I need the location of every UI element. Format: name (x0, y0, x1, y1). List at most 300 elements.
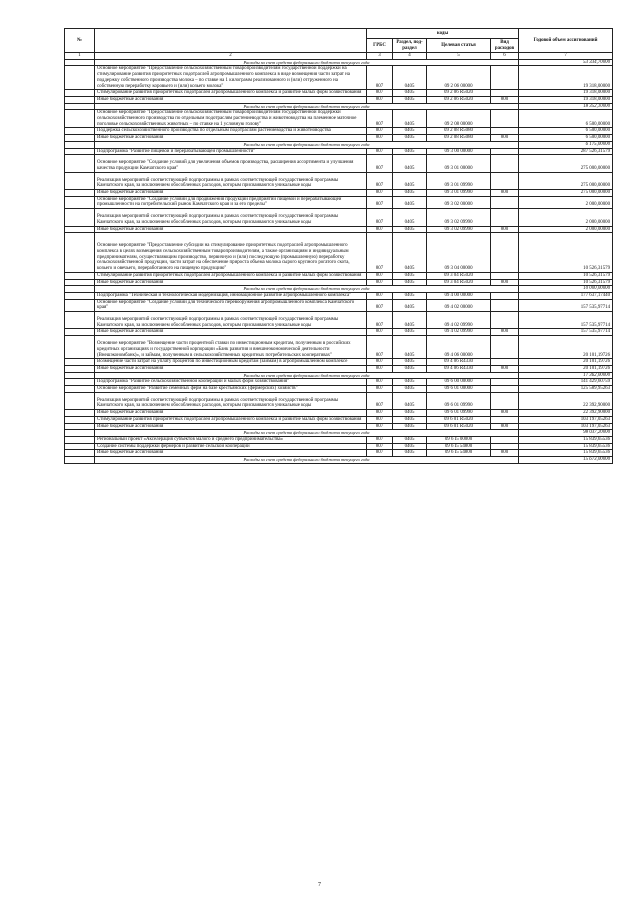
row-no-cell (65, 329, 95, 336)
target-article-code: 09 3 01 00000 (427, 155, 491, 172)
razdel-code: 0405 (393, 423, 427, 430)
target-article-code: 09 6 01 09990 (427, 410, 491, 417)
table-row (65, 279, 613, 286)
allocation-amount: 20 101,19726 (519, 359, 613, 366)
table-row (65, 66, 613, 90)
expense-type-code (491, 379, 519, 386)
grbs-code: 807 (367, 299, 393, 311)
allocation-amount: 2 000,00000 (519, 196, 613, 208)
item-name: Стимулирование развития приоритетных подотраслей агропромышленного комплекса и развитие малых форм хозяйствования (95, 416, 367, 423)
expense-type-code: 800 (491, 279, 519, 286)
razdel-code: 0405 (393, 392, 427, 409)
target-article-code: 09 4 06 R4330 (427, 365, 491, 372)
grbs-code: 807 (367, 386, 393, 393)
federal-budget-row (65, 286, 613, 293)
expense-type-code (491, 416, 519, 423)
grbs-code: 807 (367, 423, 393, 430)
table-header (65, 29, 613, 60)
razdel-code: 0405 (393, 272, 427, 279)
table-row (65, 128, 613, 135)
federal-budget-row (65, 430, 613, 437)
razdel-code: 0405 (393, 292, 427, 299)
allocation-amount: 2 000,00000 (519, 226, 613, 233)
expense-type-code (491, 233, 519, 273)
table-row (65, 423, 613, 430)
row-no-cell (65, 292, 95, 299)
grbs-code: 807 (367, 272, 393, 279)
target-article-code: 09 4 02 09990 (427, 312, 491, 329)
row-no-cell (65, 233, 95, 273)
razdel-code: 0405 (393, 135, 427, 142)
budget-table (64, 28, 613, 464)
page-number: 7 (318, 882, 321, 888)
item-name: Реализация мероприятий соответствующей подпрограммы в рамках соответствующей государственной программы Камчатского края, за исключением обособленных расходов, которым присваиваются уникальные коды (95, 312, 367, 329)
razdel-code: 0405 (393, 233, 427, 273)
row-no-cell (65, 172, 95, 189)
header-vr: Вид расходов (491, 39, 519, 53)
item-name: Иные бюджетные ассигнования (95, 450, 367, 457)
target-article-code: 09 4 02 00000 (427, 299, 491, 311)
razdel-code: 0405 (393, 90, 427, 97)
column-index-row (65, 53, 613, 60)
grbs-code: 807 (367, 190, 393, 197)
row-no-cell (65, 443, 95, 450)
expense-type-code: 800 (491, 226, 519, 233)
federal-budget-row (65, 103, 613, 110)
table-row (65, 226, 613, 233)
allocation-amount: 6 500,00000 (519, 128, 613, 135)
row-no-cell (65, 336, 95, 359)
grbs-code: 807 (367, 155, 393, 172)
table-row (65, 96, 613, 103)
grbs-code: 807 (367, 196, 393, 208)
table-row (65, 148, 613, 155)
allocation-amount: 6 500,00000 (519, 110, 613, 128)
header-sum: Годовой объем ассигнований (519, 29, 613, 53)
grbs-code: 807 (367, 128, 393, 135)
grbs-code: 807 (367, 392, 393, 409)
expense-type-code (491, 155, 519, 172)
expense-type-code (491, 312, 519, 329)
grbs-code: 807 (367, 96, 393, 103)
grbs-code: 807 (367, 410, 393, 417)
table-row (65, 359, 613, 366)
expense-type-code (491, 209, 519, 226)
grbs-code: 807 (367, 233, 393, 273)
table-row (65, 172, 613, 189)
target-article-code: 09 3 04 R5020 (427, 272, 491, 279)
allocation-amount: 15 839,65536 (519, 450, 613, 457)
row-no-cell (65, 226, 95, 233)
column-index: 1 (65, 53, 95, 60)
federal-budget-amount: 15 673,00000 (519, 457, 613, 464)
grbs-code: 807 (367, 148, 393, 155)
table-row (65, 410, 613, 417)
row-no-cell (65, 299, 95, 311)
row-no-cell (65, 272, 95, 279)
razdel-code: 0405 (393, 450, 427, 457)
allocation-amount: 157 535,97714 (519, 299, 613, 311)
allocation-amount: 22 392,90000 (519, 410, 613, 417)
row-no-cell (65, 90, 95, 97)
razdel-code: 0405 (393, 279, 427, 286)
item-name: Стимулирование развития приоритетных подотраслей агропромышленного комплекса и развитие малых форм хозяйствования (95, 272, 367, 279)
table-row (65, 110, 613, 128)
federal-budget-note: Расходы за счет средств федерального бюджета текущего года (95, 103, 519, 110)
allocation-amount: 125 589,95263 (519, 386, 613, 393)
federal-budget-row (65, 372, 613, 379)
allocation-amount: 157 535,97714 (519, 329, 613, 336)
razdel-code: 0405 (393, 226, 427, 233)
target-article-code: 09 2 06 R5020 (427, 96, 491, 103)
table-row (65, 155, 613, 172)
allocation-amount: 275 000,00000 (519, 172, 613, 189)
expense-type-code (491, 436, 519, 443)
allocation-amount: 15 839,65536 (519, 436, 613, 443)
federal-budget-amount: 18 352,10000 (519, 103, 613, 110)
allocation-amount: 141 429,60759 (519, 379, 613, 386)
expense-type-code (491, 336, 519, 359)
row-no-cell (65, 128, 95, 135)
column-index: 5 (427, 53, 491, 60)
grbs-code: 807 (367, 336, 393, 359)
razdel-code: 0405 (393, 110, 427, 128)
item-name: Иные бюджетные ассигнования (95, 423, 367, 430)
razdel-code: 0405 (393, 196, 427, 208)
row-no-cell (65, 286, 95, 293)
row-no-cell (65, 365, 95, 372)
column-index: 4 (393, 53, 427, 60)
grbs-code: 807 (367, 292, 393, 299)
razdel-code: 0405 (393, 96, 427, 103)
federal-budget-note: Расходы за счет средств федерального бюджета текущего года (95, 59, 519, 66)
item-name: Подпрограмма "Техническая и технологическая модернизация, инновационное развитие агропромышленного комплекса" (95, 292, 367, 299)
target-article-code: 09 6 I5 00000 (427, 436, 491, 443)
target-article-code: 09 6 01 00000 (427, 386, 491, 393)
grbs-code: 807 (367, 436, 393, 443)
row-no-cell (65, 59, 95, 66)
row-no-cell (65, 279, 95, 286)
target-article-code: 09 2 08 R5080 (427, 135, 491, 142)
federal-budget-note: Расходы за счет средств федерального бюджета текущего года (95, 286, 519, 293)
table-row (65, 365, 613, 372)
item-name: Реализация мероприятий соответствующей подпрограммы в рамках соответствующей государственной программы Камчатского края, за исключением обособленных расходов, которым присваиваются уникальные коды (95, 172, 367, 189)
target-article-code: 09 3 01 09990 (427, 172, 491, 189)
row-no-cell (65, 450, 95, 457)
table-row (65, 392, 613, 409)
item-name: Реализация мероприятий соответствующей подпрограммы в рамках соответствующей государственной программы Камчатского края, за исключением обособленных расходов, которым присваиваются уникальные коды (95, 209, 367, 226)
federal-budget-row (65, 141, 613, 148)
allocation-amount: 2 000,00000 (519, 209, 613, 226)
target-article-code: 09 4 02 09990 (427, 329, 491, 336)
table-row (65, 196, 613, 208)
row-no-cell (65, 110, 95, 128)
razdel-code: 0405 (393, 329, 427, 336)
table-row (65, 436, 613, 443)
item-name: Основное мероприятие "Предоставление субсидии на стимулирование приоритетных подотраслей агропромышленного комплекса в целях возмещения сельскохозяйственным товаропроизводителям, а также организациям и индивидуальным предпринимателям, осуществляющим производство, первичную и (или) последующую (промышленную) переработку сельскохозяйственной продукции, части затрат на обеспечение прироста объема молока сырого крупного рогатого скота, козьего и овечьего, переработанного на пищевую продукцию" (95, 233, 367, 273)
federal-budget-amount: 6 175,00000 (519, 141, 613, 148)
table-row (65, 209, 613, 226)
expense-type-code (491, 148, 519, 155)
row-no-cell (65, 148, 95, 155)
item-name: Иные бюджетные ассигнования (95, 279, 367, 286)
header-no: № (65, 29, 95, 53)
grbs-code: 807 (367, 443, 393, 450)
item-name: Возмещение части затрат на уплату процентов по инвестиционным кредитам (займам) в агропромышленном комплексе (95, 359, 367, 366)
row-no-cell (65, 66, 95, 90)
table-row (65, 329, 613, 336)
target-article-code: 09 6 00 00000 (427, 379, 491, 386)
header-cs: Целевая статья (427, 39, 491, 53)
item-name: Иные бюджетные ассигнования (95, 190, 367, 197)
expense-type-code (491, 172, 519, 189)
razdel-code: 0405 (393, 66, 427, 90)
razdel-code: 0405 (393, 155, 427, 172)
grbs-code: 807 (367, 226, 393, 233)
grbs-code: 807 (367, 66, 393, 90)
table-body (65, 59, 613, 463)
target-article-code: 09 6 01 09990 (427, 392, 491, 409)
expense-type-code (491, 272, 519, 279)
item-name: Создание системы поддержки фермеров и развитие сельской кооперации (95, 443, 367, 450)
item-name: Основное мероприятие "Создание условий для технического перевооружения агропромышленного комплекса Камчатского края" (95, 299, 367, 311)
table-row (65, 190, 613, 197)
expense-type-code: 800 (491, 190, 519, 197)
razdel-code: 0405 (393, 190, 427, 197)
razdel-code: 0405 (393, 365, 427, 372)
expense-type-code (491, 386, 519, 393)
table-row (65, 233, 613, 273)
table-row (65, 299, 613, 311)
expense-type-code: 800 (491, 135, 519, 142)
razdel-code: 0405 (393, 209, 427, 226)
item-name: Основное мероприятие "Создание условий для увеличения объемов производства, расширения ассортимента и улучшения качества продукции Камчатского края" (95, 155, 367, 172)
grbs-code: 807 (367, 135, 393, 142)
allocation-amount: 275 000,00000 (519, 155, 613, 172)
table-row (65, 379, 613, 386)
allocation-amount: 19 318,00000 (519, 96, 613, 103)
grbs-code: 807 (367, 379, 393, 386)
row-no-cell (65, 416, 95, 423)
target-article-code: 09 6 01 R5020 (427, 423, 491, 430)
allocation-amount: 287 526,31579 (519, 148, 613, 155)
column-index: 7 (519, 53, 613, 60)
expense-type-code (491, 443, 519, 450)
grbs-code: 807 (367, 416, 393, 423)
row-no-cell (65, 436, 95, 443)
item-name: Подпрограмма "Развитие сельскохозяйственной кооперации и малых форм хозяйствования" (95, 379, 367, 386)
expense-type-code: 800 (491, 423, 519, 430)
razdel-code: 0405 (393, 128, 427, 135)
item-name: Поддержка сельскохозяйственного производства по отдельным подотраслям растениеводства и животноводства (95, 128, 367, 135)
item-name: Подпрограмма "Развитие пищевой и перерабатывающей промышленности" (95, 148, 367, 155)
grbs-code: 807 (367, 359, 393, 366)
table-row (65, 135, 613, 142)
grbs-code: 807 (367, 279, 393, 286)
allocation-amount: 19 318,00000 (519, 90, 613, 97)
expense-type-code: 800 (491, 365, 519, 372)
row-no-cell (65, 190, 95, 197)
allocation-amount: 177 637,17440 (519, 292, 613, 299)
allocation-amount: 6 500,00000 (519, 135, 613, 142)
header-grbs: ГРБС (367, 39, 393, 53)
razdel-code: 0405 (393, 386, 427, 393)
column-index: 6 (491, 53, 519, 60)
federal-budget-note: Расходы за счет средств федерального бюджета текущего года (95, 430, 519, 437)
item-name: Основное мероприятие "Возмещение части процентной ставки по инвестиционным кредитам, полученным в российских кредитных организациях и государственной корпорации «Банк развития и внешнеэкономической деятельности (Внешэкономбанк)», и займам, полученным в сельскохозяйственных кредитных потребительских кооперативах" (95, 336, 367, 359)
razdel-code: 0405 (393, 312, 427, 329)
expense-type-code (491, 66, 519, 90)
target-article-code: 09 3 02 09990 (427, 226, 491, 233)
expense-type-code (491, 196, 519, 208)
razdel-code: 0405 (393, 410, 427, 417)
target-article-code: 09 2 08 R5080 (427, 128, 491, 135)
expense-type-code (491, 359, 519, 366)
grbs-code: 807 (367, 172, 393, 189)
row-no-cell (65, 359, 95, 366)
target-article-code: 09 3 04 00000 (427, 233, 491, 273)
grbs-code: 807 (367, 312, 393, 329)
expense-type-code (491, 128, 519, 135)
row-no-cell (65, 135, 95, 142)
target-article-code: 09 3 02 00000 (427, 196, 491, 208)
federal-budget-amount: 17 362,00000 (519, 372, 613, 379)
allocation-amount: 15 839,65536 (519, 443, 613, 450)
row-no-cell (65, 196, 95, 208)
target-article-code: 09 3 00 00000 (427, 148, 491, 155)
razdel-code: 0405 (393, 299, 427, 311)
allocation-amount: 10 526,31579 (519, 272, 613, 279)
expense-type-code: 800 (491, 450, 519, 457)
expense-type-code (491, 292, 519, 299)
razdel-code: 0405 (393, 148, 427, 155)
grbs-code: 807 (367, 450, 393, 457)
row-no-cell (65, 155, 95, 172)
target-article-code: 09 3 02 09990 (427, 209, 491, 226)
item-name: Иные бюджетные ассигнования (95, 365, 367, 372)
header-codes: коды (367, 29, 519, 39)
item-name: Иные бюджетные ассигнования (95, 329, 367, 336)
table-row (65, 386, 613, 393)
federal-budget-row (65, 457, 613, 464)
item-name: Иные бюджетные ассигнования (95, 226, 367, 233)
razdel-code: 0405 (393, 416, 427, 423)
target-article-code: 09 2 08 00000 (427, 110, 491, 128)
target-article-code: 09 3 04 R5020 (427, 279, 491, 286)
expense-type-code (491, 90, 519, 97)
federal-budget-note: Расходы за счет средств федерального бюджета текущего года (95, 372, 519, 379)
table-row (65, 292, 613, 299)
table-row (65, 336, 613, 359)
federal-budget-amount: 53 334,70000 (519, 59, 613, 66)
allocation-amount: 157 535,97714 (519, 312, 613, 329)
target-article-code: 09 3 01 09990 (427, 190, 491, 197)
razdel-code: 0405 (393, 172, 427, 189)
allocation-amount: 19 318,00000 (519, 66, 613, 90)
table-row (65, 450, 613, 457)
item-name: Реализация мероприятий соответствующей подпрограммы в рамках соответствующей государственной программы Камчатского края, за исключением обособленных расходов, которым присваиваются уникальные коды (95, 392, 367, 409)
column-index: 2 (95, 53, 367, 60)
item-name: Иные бюджетные ассигнования (95, 410, 367, 417)
row-no-cell (65, 96, 95, 103)
item-name: Основное мероприятие "Создание условий для продвижения продукции предприятий пищевой и перерабатывающей промышленности на потребительский рынок Камчатского края и за его пределы" (95, 196, 367, 208)
allocation-amount: 103 197,05263 (519, 416, 613, 423)
row-no-cell (65, 103, 95, 110)
header-razdel: Раздел, под-раздел (393, 39, 427, 53)
row-no-cell (65, 386, 95, 393)
target-article-code: 09 4 06 00000 (427, 336, 491, 359)
row-no-cell (65, 392, 95, 409)
row-no-cell (65, 312, 95, 329)
federal-budget-note: Расходы за счет средств федерального бюджета текущего года (95, 457, 519, 464)
item-name: Основное мероприятие "Предоставление сельскохозяйственным товаропроизводителям государственной поддержки на стимулирование развития приоритетных подотраслей агропромышленного комплекса в виде возмещения части затрат на поддержку собственного производства молока – по ставке на 1 килограмм реализованного и (или) отгруженного на собственную переработку коровьего и (или) козьего молока" (95, 66, 367, 90)
row-no-cell (65, 209, 95, 226)
target-article-code: 09 2 06 R5020 (427, 90, 491, 97)
grbs-code: 807 (367, 329, 393, 336)
item-name: Региональный проект «Акселерация субъектов малого и среднего предпринимательства» (95, 436, 367, 443)
grbs-code: 807 (367, 110, 393, 128)
item-name: Иные бюджетные ассигнования (95, 96, 367, 103)
expense-type-code: 800 (491, 329, 519, 336)
razdel-code: 0405 (393, 336, 427, 359)
row-no-cell (65, 423, 95, 430)
target-article-code: 09 4 00 00000 (427, 292, 491, 299)
federal-budget-amount: 10 000,00000 (519, 286, 613, 293)
row-no-cell (65, 372, 95, 379)
grbs-code: 807 (367, 365, 393, 372)
target-article-code: 09 6 I5 54800 (427, 450, 491, 457)
razdel-code: 0405 (393, 379, 427, 386)
razdel-code: 0405 (393, 436, 427, 443)
allocation-amount: 103 197,05263 (519, 423, 613, 430)
grbs-code: 807 (367, 209, 393, 226)
target-article-code: 09 4 06 R4330 (427, 359, 491, 366)
grbs-code: 807 (367, 90, 393, 97)
expense-type-code (491, 110, 519, 128)
federal-budget-amount: 98 037,20000 (519, 430, 613, 437)
federal-budget-row (65, 59, 613, 66)
column-index: 3 (367, 53, 393, 60)
row-no-cell (65, 457, 95, 464)
table-row (65, 312, 613, 329)
row-no-cell (65, 410, 95, 417)
row-no-cell (65, 430, 95, 437)
item-name: Стимулирование развития приоритетных подотраслей агропромышленного комплекса и развитие малых форм хозяйствования (95, 90, 367, 97)
federal-budget-note: Расходы за счет средств федерального бюджета текущего года (95, 141, 519, 148)
allocation-amount: 275 000,00000 (519, 190, 613, 197)
target-article-code: 09 2 06 00000 (427, 66, 491, 90)
allocation-amount: 10 526,31579 (519, 279, 613, 286)
expense-type-code (491, 392, 519, 409)
row-no-cell (65, 379, 95, 386)
allocation-amount: 20 101,19726 (519, 336, 613, 359)
table-row (65, 272, 613, 279)
allocation-amount: 20 101,19726 (519, 365, 613, 372)
table-row (65, 416, 613, 423)
razdel-code: 0405 (393, 443, 427, 450)
expense-type-code (491, 299, 519, 311)
razdel-code: 0405 (393, 359, 427, 366)
allocation-amount: 22 392,90000 (519, 392, 613, 409)
expense-type-code: 800 (491, 410, 519, 417)
item-name: Основное мероприятие "Развитие семейных ферм на базе крестьянских (фермерских) хозяйств" (95, 386, 367, 393)
item-name: Основное мероприятие "Предоставление сельскохозяйственным товаропроизводителям государственной поддержки сельскохозяйственного производства по отдельным подотраслям растениеводства и животноводства на племенное маточное поголовье сельскохозяйственных животных – по ставке на 1 условную голову" (95, 110, 367, 128)
allocation-amount: 10 526,31579 (519, 233, 613, 273)
table-row (65, 443, 613, 450)
table-row (65, 90, 613, 97)
target-article-code: 09 6 01 R5020 (427, 416, 491, 423)
target-article-code: 09 6 I5 54800 (427, 443, 491, 450)
